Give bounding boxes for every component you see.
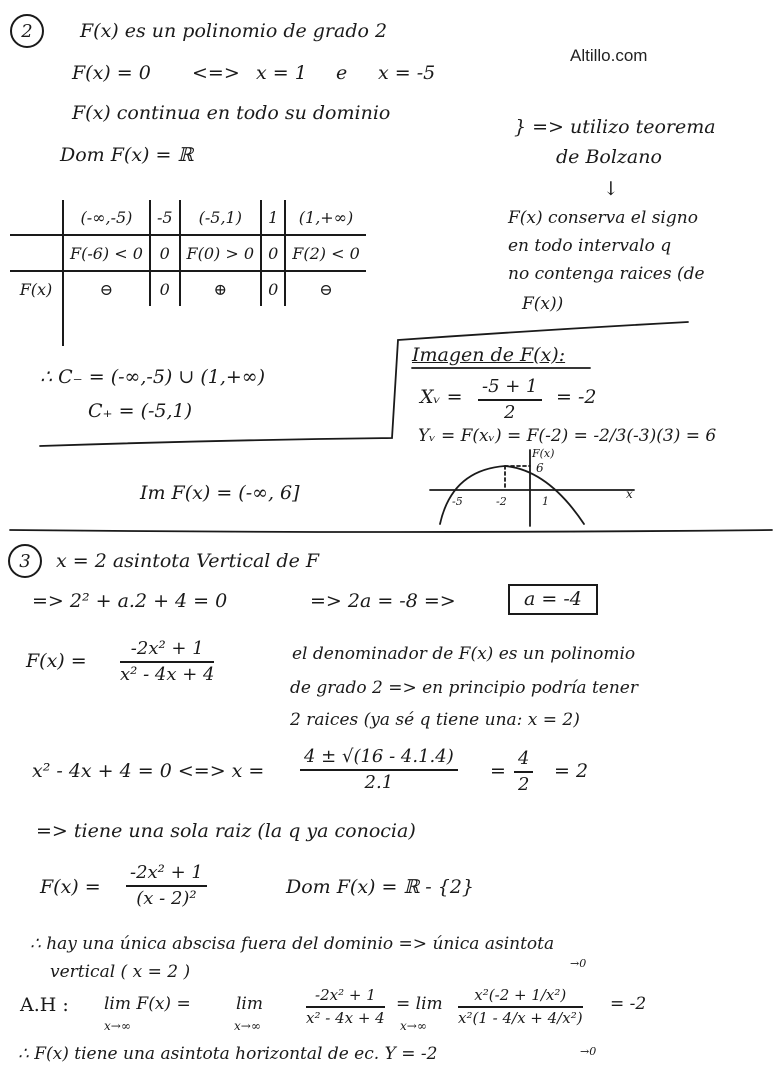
p2-iff: <=>	[192, 62, 240, 84]
lim-fraction-factored: $\frac{\text{x²(-2 + 1/x²)}}{\text{x²(1 - 4/x + 4/x²)}}$	[458, 986, 583, 1027]
interval-3: (-5,1)	[180, 200, 262, 235]
sign-5: ⊖	[285, 271, 366, 306]
graph-tick-m2: -2	[496, 495, 507, 508]
lim-2: lim	[236, 994, 263, 1014]
p2-bolzano-4: en todo intervalo q	[508, 236, 672, 256]
eval-4: 0	[261, 235, 285, 271]
graph-y-label: F(x)	[532, 447, 555, 460]
p2-root-1: x = 1	[256, 62, 307, 84]
p3-note-3: 2 raices (ya sé q tiene una: x = 2)	[290, 710, 580, 730]
p2-continuity: F(x) continua en todo su dominio	[72, 102, 391, 124]
graph-parabola	[440, 466, 584, 524]
graph-tick-1: 1	[542, 495, 549, 508]
tends-zero-top: →0	[570, 957, 587, 970]
table-row-label: F(x)	[19, 279, 53, 299]
quad-eq-left: x² - 4x + 4 = 0 <=> x =	[32, 760, 265, 782]
tends-zero-bottom: →0	[580, 1045, 597, 1058]
interval-5: (1,+∞)	[285, 200, 366, 235]
p2-root-2: x = -5	[378, 62, 436, 84]
problem-number-3: 3	[8, 544, 42, 578]
section-divider	[10, 530, 772, 532]
p3-domain: Dom F(x) = ℝ - {2}	[286, 876, 475, 898]
p3-single-root: => tiene una sola raiz (la q ya conocia)	[36, 820, 416, 842]
lim-result: = -2	[610, 994, 647, 1014]
fx2-label: F(x) =	[40, 876, 101, 898]
p2-image: Im F(x) = (-∞, 6]	[140, 482, 300, 504]
p3-conclusion-1: ∴ hay una única abscisa fuera del dominio => única asintota	[30, 934, 555, 954]
down-arrow-icon: ↓	[603, 178, 619, 200]
quad-simplified: $\frac{4}{2}$	[514, 750, 533, 794]
fx-label: F(x) =	[26, 650, 87, 672]
lim-3: = lim	[396, 994, 443, 1014]
watermark: Altillo.com	[570, 46, 648, 65]
p3-conclusion-2: vertical ( x = 2 )	[50, 962, 191, 982]
xv-label: Xᵥ =	[420, 386, 463, 408]
graph-vertex-value: 6	[536, 461, 544, 475]
lim-1-sub: x→∞	[104, 1019, 131, 1033]
yv-calc: Yᵥ = F(xᵥ) = F(-2) = -2/3(-3)(3) = 6	[418, 426, 717, 446]
eval-2: 0	[150, 235, 180, 271]
p3-a-result: a = -4	[508, 584, 598, 615]
sign-2: 0	[150, 271, 180, 306]
p3-note-1: el denominador de F(x) es un polinomio	[292, 644, 636, 664]
lim-3-sub: x→∞	[400, 1019, 427, 1033]
p2-c-minus: ∴ C₋ = (-∞,-5) ∪ (1,+∞)	[40, 366, 266, 388]
p2-bolzano-6: F(x))	[522, 294, 564, 314]
p3-note-2: de grado 2 => en principio podría tener	[290, 678, 638, 698]
p3-solve-a: => 2a = -8 =>	[310, 590, 456, 612]
eval-5: F(2) < 0	[285, 235, 366, 271]
problem-number-2: 2	[10, 14, 44, 48]
eval-3: F(0) > 0	[180, 235, 262, 271]
lim-fraction: $\frac{\text{-2x² + 1}}{\text{x² - 4x + 4}}$	[306, 986, 385, 1027]
p3-statement: x = 2 asintota Vertical de F	[56, 550, 320, 572]
fx-fraction: $\frac{\text{-2x² + 1}}{\text{x² - 4x + 4}}$	[120, 638, 215, 685]
p3-final: ∴ F(x) tiene una asintota horizontal de ec. Y = -2	[18, 1044, 438, 1064]
p2-or: e	[336, 62, 348, 84]
quad-result: = 2	[554, 760, 589, 782]
interval-4: 1	[261, 200, 285, 235]
p2-bolzano-3: F(x) conserva el signo	[508, 208, 698, 228]
interval-2: -5	[150, 200, 180, 235]
p2-root-eq: F(x) = 0	[72, 62, 151, 84]
lim-1: lim F(x) =	[104, 994, 191, 1014]
graph-x-label: x	[626, 487, 633, 501]
p3-sub-eq: => 2² + a.2 + 4 = 0	[32, 590, 228, 612]
interval-1: (-∞,-5)	[63, 200, 150, 235]
lim-2-sub: x→∞	[234, 1019, 261, 1033]
conclusion-box-line	[40, 322, 688, 446]
sign-3: ⊕	[180, 271, 262, 306]
graph-tick-m5: -5	[452, 495, 463, 508]
p2-bolzano-2: de Bolzano	[556, 146, 662, 168]
p2-c-plus: C₊ = (-5,1)	[88, 400, 193, 422]
quad-formula: $\frac{4 \pm √(16 - 4.1.4)}{2.1}$	[300, 748, 458, 792]
p2-statement: F(x) es un polinomio de grado 2	[80, 20, 388, 42]
fx2-fraction: $\frac{\text{-2x² + 1}}{\text{(x - 2)²}}$	[126, 864, 207, 908]
xv-result: = -2	[556, 386, 597, 408]
imagen-title: Imagen de F(x):	[412, 344, 566, 366]
sign-1: ⊖	[63, 271, 150, 306]
xv-fraction: $\frac{-5 + 1}{2}$	[478, 378, 542, 422]
p2-bolzano-5: no contenga raices (de	[508, 264, 705, 284]
quad-eq-sign: =	[490, 760, 506, 782]
ah-label: A.H :	[20, 994, 69, 1016]
p2-domain: Dom F(x) = ℝ	[60, 144, 194, 166]
sign-4: 0	[261, 271, 285, 306]
p2-bolzano-1: } => utilizo teorema	[514, 116, 716, 138]
eval-1: F(-6) < 0	[63, 235, 150, 271]
